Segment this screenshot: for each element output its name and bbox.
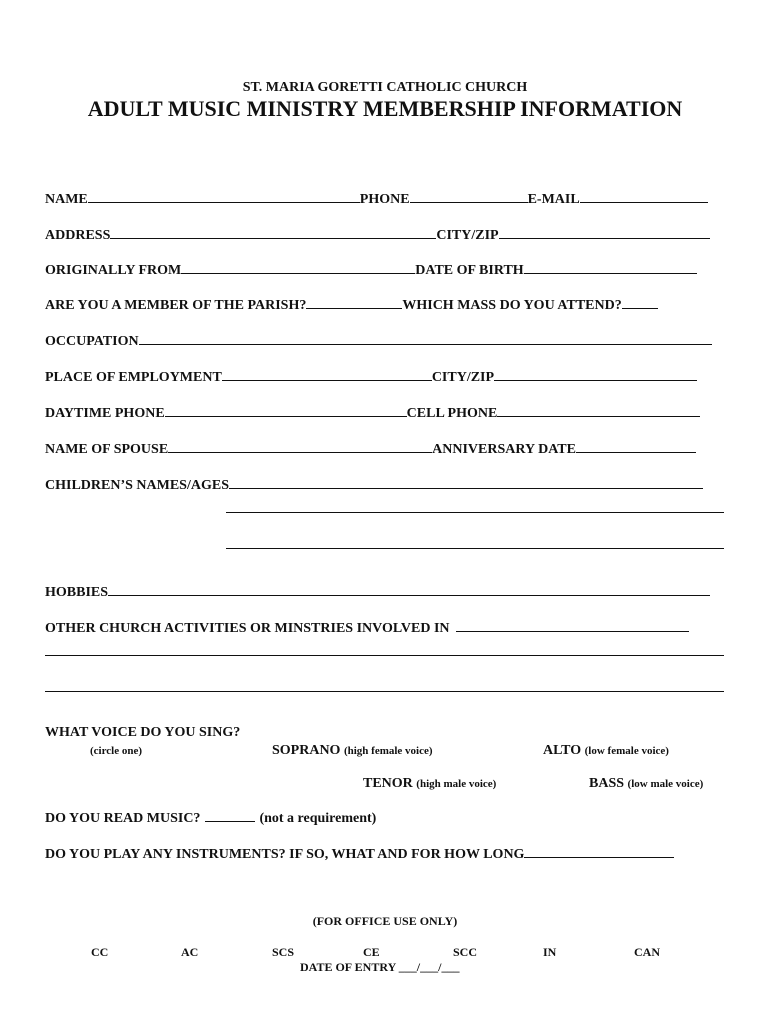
spouse-label: NAME OF SPOUSE <box>45 442 169 457</box>
email-label: E-MAIL <box>527 192 580 207</box>
employment-city-zip-label: CITY/ZIP <box>431 370 495 385</box>
activities-field-2[interactable] <box>45 655 724 656</box>
soprano-label: SOPRANO <box>272 743 341 758</box>
city-zip-field[interactable] <box>499 226 710 239</box>
read-music-field[interactable] <box>205 809 255 822</box>
bass-label: BASS <box>589 776 625 791</box>
children-field-1[interactable] <box>229 476 703 489</box>
activities-field-1[interactable] <box>456 619 689 632</box>
voice-question: WHAT VOICE DO YOU SING? <box>45 725 241 740</box>
hobbies-field[interactable] <box>108 583 710 596</box>
phone-label: PHONE <box>359 192 410 207</box>
originally-from-field[interactable] <box>181 261 415 274</box>
email-field[interactable] <box>580 190 708 203</box>
alto-note: (low female voice) <box>584 745 669 757</box>
instruments-field[interactable] <box>524 845 674 858</box>
activities-field-3[interactable] <box>45 691 724 692</box>
name-field[interactable] <box>88 190 360 203</box>
originally-from-label: ORIGINALLY FROM <box>45 263 182 278</box>
voice-tenor[interactable] <box>363 776 496 792</box>
employment-city-zip-field[interactable] <box>494 368 697 381</box>
alto-label: ALTO <box>543 743 582 758</box>
office-code-scs: SCS <box>272 945 295 959</box>
employment-label: PLACE OF EMPLOYMENT <box>45 370 222 385</box>
cell-phone-label: CELL PHONE <box>406 406 498 421</box>
spouse-field[interactable] <box>168 440 432 453</box>
church-name: ST. MARIA GORETTI CATHOLIC CHURCH <box>242 80 528 95</box>
anniversary-label: ANNIVERSARY DATE <box>432 442 576 457</box>
row-address <box>45 226 710 244</box>
parish-member-label: ARE YOU A MEMBER OF THE PARISH? <box>45 298 307 313</box>
voice-soprano[interactable] <box>272 743 433 759</box>
activities-label: OTHER CHURCH ACTIVITIES OR MINSTRIES INVOLVED IN <box>45 621 450 636</box>
row-activities <box>45 619 689 637</box>
row-hobbies <box>45 583 710 601</box>
row-name <box>45 190 708 208</box>
row-employment <box>45 368 697 386</box>
instruments-label: DO YOU PLAY ANY INSTRUMENTS? IF SO, WHAT AND FOR HOW LONG <box>45 847 525 862</box>
office-code-ac: AC <box>181 945 199 959</box>
read-music-label: DO YOU READ MUSIC? <box>45 811 201 826</box>
row-children <box>45 476 703 494</box>
daytime-phone-label: DAYTIME PHONE <box>45 406 165 421</box>
row-occupation <box>45 332 712 350</box>
soprano-note: (high female voice) <box>343 745 433 757</box>
date-of-entry: DATE OF ENTRY ___/___/___ <box>300 960 460 974</box>
phone-field[interactable] <box>410 190 528 203</box>
office-code-scc: SCC <box>453 945 478 959</box>
name-label: NAME <box>45 192 88 207</box>
read-music-note: (not a requirement) <box>259 811 377 826</box>
office-code-in: IN <box>543 945 557 959</box>
office-heading: (FOR OFFICE USE ONLY) <box>312 914 458 928</box>
office-code-can: CAN <box>634 945 660 959</box>
row-read-music <box>45 809 376 827</box>
parish-member-field[interactable] <box>306 296 402 309</box>
row-phones <box>45 404 700 422</box>
children-field-2[interactable] <box>226 512 724 513</box>
row-parish <box>45 296 658 314</box>
children-label: CHILDREN’S NAMES/AGES <box>45 478 229 493</box>
office-code-cc: CC <box>91 945 109 959</box>
bass-note: (low male voice) <box>627 778 704 790</box>
which-mass-label: WHICH MASS DO YOU ATTEND? <box>402 298 622 313</box>
daytime-phone-field[interactable] <box>165 404 407 417</box>
occupation-label: OCCUPATION <box>45 334 139 349</box>
anniversary-field[interactable] <box>576 440 696 453</box>
office-code-ce: CE <box>363 945 380 959</box>
voice-bass[interactable] <box>589 776 703 792</box>
row-instruments <box>45 845 674 863</box>
cell-phone-field[interactable] <box>497 404 700 417</box>
tenor-label: TENOR <box>363 776 413 791</box>
tenor-note: (high male voice) <box>416 778 497 790</box>
voice-hint: (circle one) <box>90 745 143 757</box>
form-title: ADULT MUSIC MINISTRY MEMBERSHIP INFORMATION <box>87 96 683 121</box>
dob-field[interactable] <box>524 261 697 274</box>
city-zip-label: CITY/ZIP <box>436 228 499 243</box>
occupation-field[interactable] <box>139 332 712 345</box>
row-spouse <box>45 440 696 458</box>
children-field-3[interactable] <box>226 548 724 549</box>
which-mass-field[interactable] <box>622 296 658 309</box>
address-field[interactable] <box>110 226 436 239</box>
address-label: ADDRESS <box>45 228 111 243</box>
hobbies-label: HOBBIES <box>45 585 109 600</box>
voice-alto[interactable] <box>543 743 669 759</box>
dob-label: DATE OF BIRTH <box>415 263 524 278</box>
row-origin <box>45 261 697 279</box>
employment-field[interactable] <box>222 368 432 381</box>
